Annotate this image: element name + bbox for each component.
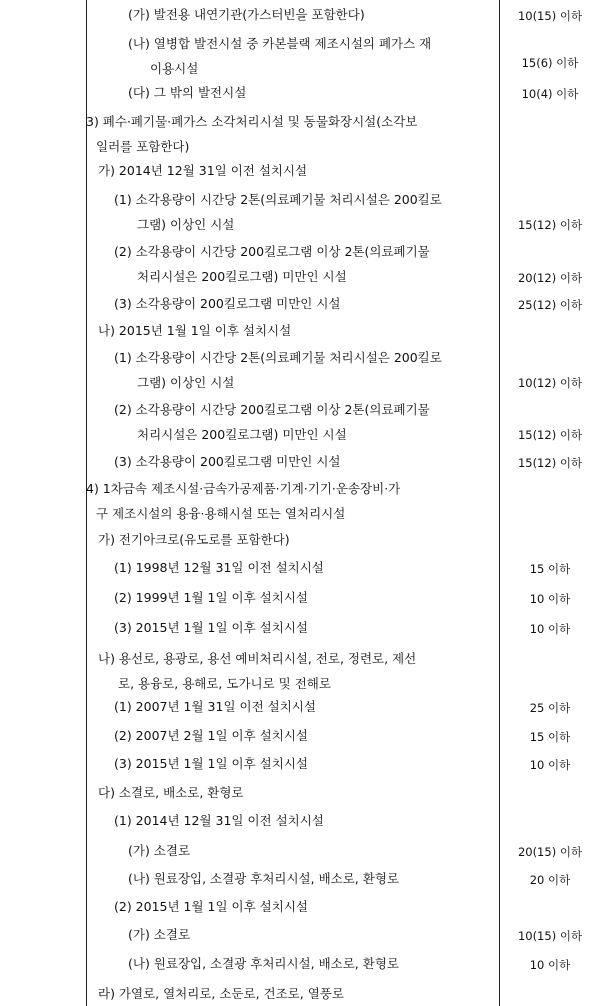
row-text: 나) 2015년 1월 1일 이후 설치시설 — [98, 323, 292, 338]
emission-limit-value: 25(12) 이하 — [517, 298, 583, 312]
row-text: (2) 소각용량이 시간당 200킬로그램 이상 2톤(의료폐기물 — [114, 244, 430, 259]
table-left-border — [86, 0, 87, 1006]
row-text-continuation: 그램) 이상인 시설 — [137, 217, 235, 232]
row-text-continuation: 처리시설은 200킬로그램) 미만인 시설 — [137, 269, 347, 284]
row-text: 다) 소결로, 배소로, 환형로 — [98, 785, 244, 800]
emission-limit-value: 10(15) 이하 — [517, 929, 583, 943]
row-text: (1) 2007년 1월 31일 이전 설치시설 — [114, 699, 316, 714]
emission-limit-value: 10 이하 — [529, 622, 571, 636]
row-text: (1) 1998년 12월 31일 이전 설치시설 — [114, 560, 324, 575]
emission-limit-value: 25 이하 — [529, 701, 571, 715]
row-text: (1) 소각용량이 시간당 2톤(의료폐기물 처리시설은 200킬로 — [114, 350, 442, 365]
row-text: (나) 원료장입, 소결광 후처리시설, 배소로, 환형로 — [128, 956, 399, 971]
row-text: 라) 가열로, 열처리로, 소둔로, 건조로, 열풍로 — [98, 986, 344, 1001]
row-text: 가) 전기아크로(유도로를 포함한다) — [98, 532, 290, 547]
row-text: (나) 원료장입, 소결광 후처리시설, 배소로, 환형로 — [128, 871, 399, 886]
row-text: (2) 2015년 1월 1일 이후 설치시설 — [114, 899, 308, 914]
row-text-continuation: 구 제조시설의 용융·용해시설 또는 열처리시설 — [96, 506, 346, 521]
emission-limit-value: 15(12) 이하 — [517, 428, 583, 442]
emission-limit-value: 20(15) 이하 — [517, 845, 583, 859]
row-text: (2) 소각용량이 시간당 200킬로그램 이상 2톤(의료폐기물 — [114, 402, 430, 417]
row-text: (1) 2014년 12월 31일 이전 설치시설 — [114, 813, 324, 828]
row-text: (3) 소각용량이 200킬로그램 미만인 시설 — [114, 454, 341, 469]
row-text: (다) 그 밖의 발전시설 — [128, 85, 247, 100]
row-text: (2) 1999년 1월 1일 이후 설치시설 — [114, 590, 308, 605]
row-text: (3) 소각용량이 200킬로그램 미만인 시설 — [114, 296, 341, 311]
emission-limit-value: 20(12) 이하 — [517, 271, 583, 285]
row-text: (나) 열병합 발전시설 중 카본블랙 제조시설의 폐가스 재 — [128, 36, 432, 51]
row-text-continuation: 로, 용융로, 용해로, 도가니로 및 전해로 — [118, 676, 331, 691]
emission-limit-value: 20 이하 — [529, 873, 571, 887]
row-text: 나) 용선로, 용광로, 용선 예비처리시설, 전로, 정련로, 제선 — [98, 651, 417, 666]
row-text-continuation: 처리시설은 200킬로그램) 미만인 시설 — [137, 427, 347, 442]
row-text-continuation: 이용시설 — [150, 61, 199, 76]
emission-limit-value: 10(12) 이하 — [517, 376, 583, 390]
row-text: (가) 발전용 내연기관(가스터빈을 포함한다) — [128, 7, 365, 22]
row-text-continuation: 그램) 이상인 시설 — [137, 375, 235, 390]
emission-limit-value: 10 이하 — [529, 958, 571, 972]
emission-limit-value: 15 이하 — [529, 730, 571, 744]
row-text: (3) 2015년 1월 1일 이후 설치시설 — [114, 620, 308, 635]
row-text: 가) 2014년 12월 31일 이전 설치시설 — [98, 163, 308, 178]
row-text: (3) 2015년 1월 1일 이후 설치시설 — [114, 756, 308, 771]
emission-limit-value: 15(12) 이하 — [517, 218, 583, 232]
row-text: 4) 1차금속 제조시설·금속가공제품·기계·기기·운송장비·가 — [86, 481, 401, 496]
emission-limit-value: 10 이하 — [529, 758, 571, 772]
row-text: (가) 소결로 — [128, 843, 191, 858]
emission-limit-value: 15 이하 — [529, 562, 571, 576]
row-text: 3) 폐수·폐기물·폐가스 소각처리시설 및 동물화장시설(소각보 — [86, 114, 418, 129]
emission-limit-value: 10(4) 이하 — [521, 87, 579, 101]
row-text: (가) 소결로 — [128, 927, 191, 942]
row-text-continuation: 일러를 포함한다) — [96, 139, 190, 154]
row-text: (2) 2007년 2월 1일 이후 설치시설 — [114, 728, 308, 743]
emission-limit-value: 10(15) 이하 — [517, 9, 583, 23]
row-text: (1) 소각용량이 시간당 2톤(의료폐기물 처리시설은 200킬로 — [114, 192, 442, 207]
emission-limit-value: 15(12) 이하 — [517, 456, 583, 470]
emission-limit-value: 10 이하 — [529, 592, 571, 606]
emission-limit-value: 15(6) 이하 — [521, 56, 579, 70]
